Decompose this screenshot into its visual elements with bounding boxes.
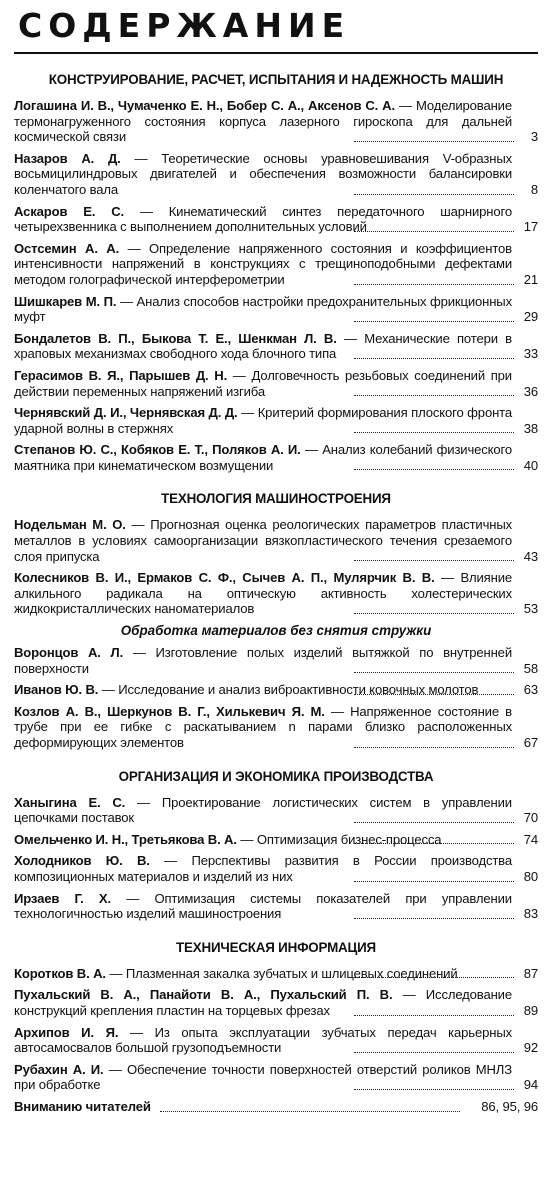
page-number: 38 — [523, 420, 538, 436]
entry-authors: Колесников В. И., Ермаков С. Ф., Сычев А. П., Мулярчик В. В. — [14, 570, 435, 586]
toc-entry[interactable] — [14, 570, 538, 617]
entry-title: Проектирование логистических систем в управлении цепочками поставок — [14, 794, 512, 826]
dot-leader — [354, 613, 514, 614]
dot-leader — [354, 194, 514, 195]
entry-title: Исследование конструкций крепления пластин на торцевых фрезах — [14, 987, 512, 1018]
entry-dash: — — [137, 794, 150, 810]
entry-title: Прогнозная оценка реологических параметров пластичных металлов в условиях самоорганизации вязкопластического течения срезаемого слоя припуска — [14, 517, 512, 564]
entry-dash: — — [108, 1061, 122, 1077]
page-number: 94 — [523, 1077, 538, 1093]
toc-entry[interactable] — [14, 1025, 538, 1056]
dot-leader — [354, 918, 514, 919]
entry-dash: — — [101, 682, 115, 698]
toc-entry[interactable] — [14, 795, 538, 826]
entry-title: Определение напряженного состояния и коэффициентов интенсивности напряжений в конструкциях с трещиноподобными дефектами методом голографической интерферометрии — [14, 240, 512, 287]
dot-leader — [354, 284, 514, 285]
entry-dash: — — [240, 831, 254, 847]
entry-dash: — — [131, 517, 145, 533]
entry-dash: — — [441, 570, 454, 586]
entry-title: Исследование и анализ виброактивности ковочных молотов — [118, 682, 479, 698]
entry-authors: Бондалетов В. П., Быкова Т. Е., Шенкман Л. В. — [14, 330, 337, 346]
section-4-entries — [14, 966, 538, 1115]
entry-title: Перспективы развития в России производства композиционных материалов и изделий из них — [14, 853, 512, 884]
toc-entry[interactable] — [14, 966, 538, 982]
entry-dash: — — [126, 890, 140, 906]
toc-entry[interactable] — [14, 405, 538, 436]
toc-entry[interactable] — [14, 331, 538, 362]
entry-dash: — — [139, 203, 153, 219]
dot-leader — [354, 432, 514, 433]
entry-authors: Аскаров Е. С. — [14, 203, 124, 219]
dot-leader — [354, 977, 514, 978]
dot-leader — [354, 672, 514, 673]
entry-authors: Чернявский Д. И., Чернявская Д. Д. — [14, 405, 238, 421]
entry-dash: — — [398, 98, 412, 113]
page-number: 17 — [523, 219, 538, 235]
page-number: 67 — [523, 735, 538, 750]
entry-title: Изготовление полых изделий вытяжкой по внутренней поверхности — [14, 645, 512, 676]
entry-title: Напряженное состояние в трубе при ее гибке с раскатыванием n парами близко расположенных деформирующих элементов — [14, 703, 512, 750]
entry-dash: — — [330, 703, 344, 719]
page-number: 40 — [523, 457, 538, 473]
toc-entry[interactable] — [14, 294, 538, 325]
title-rule — [14, 52, 538, 54]
page-number: 43 — [523, 548, 538, 564]
entry-dash: — — [232, 367, 246, 383]
page-number: 89 — [523, 1002, 538, 1018]
entry-authors: Ханыгина Е. С. — [14, 794, 126, 810]
entry-dash: — — [241, 405, 255, 421]
toc-entry[interactable] — [14, 645, 538, 676]
page-number: 33 — [523, 346, 538, 362]
section-heading: КОНСТРУИРОВАНИЕ, РАСЧЕТ, ИСПЫТАНИЯ И НАДЕЖНОСТЬ МАШИН — [48, 72, 504, 87]
dot-leader — [354, 1089, 514, 1090]
dot-leader — [160, 1111, 460, 1112]
entry-authors: Нодельман М. О. — [14, 517, 126, 533]
page-number: 70 — [523, 810, 538, 826]
entry-authors: Шишкарев М. П. — [14, 293, 117, 309]
entry-dash: — — [119, 293, 133, 309]
toc-entry[interactable] — [14, 517, 538, 564]
entry-title: Оптимизация системы показателей при управлении технологичностью изделий машиностроения — [14, 890, 512, 922]
dot-leader — [354, 694, 514, 695]
toc-entry[interactable] — [14, 832, 538, 848]
entry-authors: Архипов И. Я. — [14, 1024, 119, 1040]
entry-authors: Вниманию читателей — [14, 1098, 151, 1114]
entry-authors: Степанов Ю. С., Кобяков Е. Т., Поляков А. И. — [14, 442, 301, 458]
dot-leader — [354, 395, 514, 396]
entry-authors: Козлов А. В., Шеркунов В. Г., Хилькевич Я. М. — [14, 703, 325, 719]
dot-leader — [354, 560, 514, 561]
subsection-heading: Обработка материалов без снятия стружки — [120, 623, 432, 639]
page-number: 87 — [523, 965, 538, 981]
dot-leader — [354, 881, 514, 882]
entry-authors: Воронцов А. Л. — [14, 645, 124, 661]
page-number: 92 — [523, 1040, 538, 1056]
toc-entry[interactable] — [14, 891, 538, 922]
dot-leader — [354, 469, 514, 470]
dot-leader — [354, 747, 514, 748]
entry-authors: Ирзаев Г. Х. — [14, 890, 111, 906]
entry-authors: Иванов Ю. В. — [14, 682, 99, 698]
entry-authors: Омельченко И. Н., Третьякова В. А. — [14, 831, 237, 847]
entry-title: Из опыта эксплуатации зубчатых передач карьерных автосамосвалов большой грузоподъемности — [14, 1024, 512, 1056]
entry-authors: Коротков В. А. — [14, 965, 106, 981]
entry-dash: — — [164, 853, 178, 869]
page-number: 58 — [523, 660, 538, 676]
dot-leader — [354, 822, 514, 823]
entry-authors: Остсемин А. А. — [14, 240, 120, 256]
entry-authors: Пухальский В. А., Панайоти В. А., Пухальский П. В. — [14, 987, 393, 1003]
entry-title: Анализ колебаний физического маятника при кинематическом возмущении — [14, 442, 512, 473]
entry-title: Плазменная закалка зубчатых и шлицевых соединений — [125, 965, 458, 981]
toc-entry-readers-notice[interactable] — [14, 1099, 538, 1115]
dot-leader — [354, 1052, 514, 1053]
entry-title: Моделирование термонагруженного состояния корпуса лазерного гироскопа для дальней космической связи — [14, 98, 512, 145]
dot-leader — [354, 231, 514, 232]
entry-dash: — — [109, 965, 123, 981]
page-number: 80 — [523, 868, 538, 884]
dot-leader — [354, 141, 514, 142]
page-number: 53 — [523, 601, 538, 617]
page-title: СОДЕРЖАНИЕ — [18, 6, 351, 45]
dot-leader — [354, 358, 514, 359]
toc-entry[interactable] — [14, 241, 538, 288]
entry-title: Долговечность резьбовых соединений при действии переменных напряжений изгиба — [14, 367, 512, 399]
section-3-entries — [14, 795, 538, 922]
toc-entry[interactable] — [14, 1062, 538, 1093]
dot-leader — [354, 321, 514, 322]
entry-authors: Логашина И. В., Чумаченко Е. Н., Бобер С. А., Аксенов С. А. — [14, 98, 395, 113]
page-number: 3 — [530, 129, 538, 145]
page-number: 29 — [523, 309, 538, 325]
section-heading: ОРГАНИЗАЦИЯ И ЭКОНОМИКА ПРОИЗВОДСТВА — [118, 768, 434, 784]
entry-dash: — — [402, 987, 416, 1003]
page-number: 8 — [530, 181, 538, 197]
page-number: 86, 95, 96 — [481, 1098, 538, 1114]
section-heading: ТЕХНОЛОГИЯ МАШИНОСТРОЕНИЯ — [161, 491, 391, 507]
section-2-entries — [14, 517, 538, 750]
page-number: 74 — [523, 831, 538, 847]
toc-entry[interactable] — [14, 204, 538, 235]
dot-leader — [354, 1015, 514, 1016]
section-1-entries — [14, 98, 538, 473]
entry-dash: — — [127, 240, 141, 256]
dot-leader — [354, 843, 514, 844]
toc-entry[interactable] — [14, 853, 538, 884]
toc-entry[interactable] — [14, 368, 538, 399]
toc-entry[interactable] — [14, 704, 538, 751]
toc-entry[interactable] — [14, 682, 538, 698]
toc-entry[interactable] — [14, 442, 538, 473]
entry-dash: — — [134, 150, 148, 166]
entry-dash: — — [132, 645, 146, 661]
entry-title: Влияние алкильного радикала на оптическую активность холестерических жидкокристаллических наноматериалов — [14, 570, 512, 617]
entry-dash: — — [344, 330, 357, 346]
entry-title: Кинематический синтез передаточного шарнирного четырехзвенника с выполнением дополнительных условий — [14, 203, 512, 235]
page-number: 63 — [523, 682, 538, 698]
entry-authors: Герасимов В. Я., Парышев Д. Н. — [14, 367, 228, 383]
page-number: 36 — [523, 383, 538, 399]
entry-authors: Рубахин А. И. — [14, 1061, 104, 1077]
entry-title: Механические потери в храповых механизмах свободного хода блочного типа — [14, 330, 512, 362]
toc-entry[interactable] — [14, 987, 538, 1018]
entry-title: Теоретические основы уравновешивания V-образных восьмицилиндровых двигателей и обеспечения возможности балансировки коленчатого вала — [14, 150, 512, 197]
toc-entry[interactable] — [14, 151, 538, 198]
page-number: 21 — [523, 271, 538, 287]
entry-authors: Холодников Ю. В. — [14, 853, 150, 869]
entry-title: Оптимизация бизнес-процесса — [256, 831, 442, 847]
entry-title: Обеспечение точности поверхностей отверстий роликов МНЛЗ при обработке — [14, 1061, 512, 1093]
entry-title: Критерий формирования плоского фронта ударной волны в стержнях — [14, 405, 512, 436]
toc-entry[interactable] — [14, 98, 538, 145]
page-number: 83 — [523, 906, 538, 922]
section-heading: ТЕХНИЧЕСКАЯ ИНФОРМАЦИЯ — [176, 939, 376, 955]
entry-dash: — — [304, 442, 318, 458]
entry-title: Анализ способов настройки предохранительных фрикционных муфт — [14, 293, 512, 325]
entry-dash: — — [130, 1024, 143, 1040]
entry-authors: Назаров А. Д. — [14, 150, 121, 166]
